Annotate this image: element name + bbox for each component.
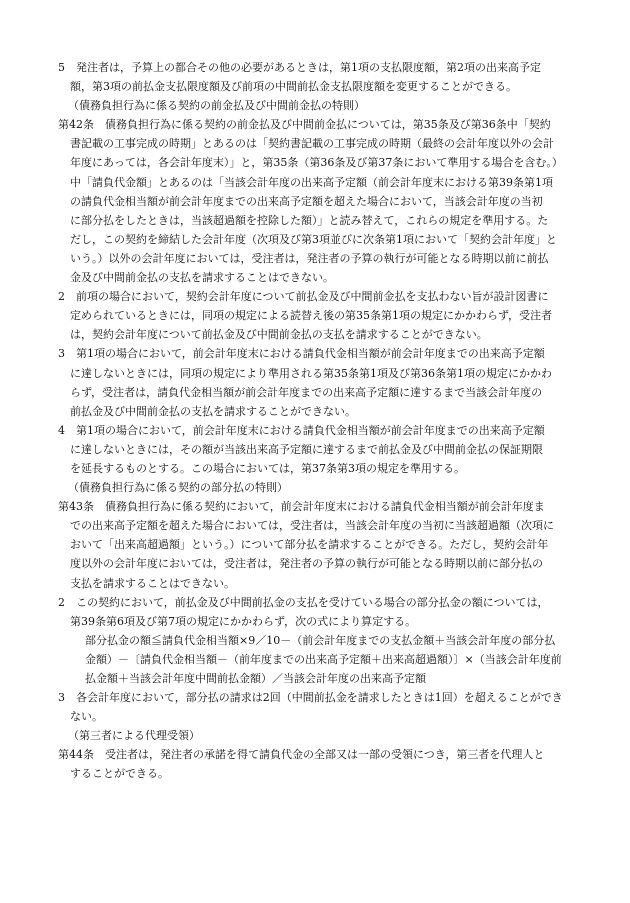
text-line: 3 各会計年度において，部分払の請求は2回（中間前払金を請求したときは1回）を超えることができ xyxy=(58,691,563,705)
article-43-caption xyxy=(0,478,630,497)
formula-line: 部分払金の額≦請負代金相当額×9／10－（前会計年度までの支払金額＋当該会計年度の部分払 xyxy=(85,633,556,647)
text-line: おいて「出来高超過額」という。）について部分払を請求することができる。ただし，契約会計年 xyxy=(70,538,549,552)
text-line: に達しないときには，その額が当該出来高予定額に達するまで前払金及び中間前金払の保証期限 xyxy=(70,442,543,456)
text-line: 中「請負代金額」とあるのは「当該会計年度の出来高予定額（前会計年度末における第39条第1項 xyxy=(70,175,553,189)
article-44-caption xyxy=(0,726,630,745)
text-line: 第44条 受注者は，発注者の承諾を得て請負代金の全部又は一部の受領につき，第三者を代理人と xyxy=(58,748,545,762)
formula xyxy=(0,631,630,688)
text-line: いう。）以外の会計年度においては，受注者は，発注者の予算の執行が可能となる時期以前に前払 xyxy=(70,251,549,265)
article-42-caption xyxy=(0,96,630,115)
text-line: を延長するものとする。この場合においては，第37条第3項の規定を準用する。 xyxy=(70,461,465,475)
text-line: に部分払をしたときは，当該超過額を控除した額）」と読み替えて，これらの規定を準用する。た xyxy=(70,213,549,227)
article-43-paragraph-1 xyxy=(0,497,630,592)
text-line: 第39条第6項及び第7項の規定にかかわらず，次の式により算定する。 xyxy=(70,614,417,628)
article-41-paragraph-5 xyxy=(0,58,630,96)
article-42-paragraph-3 xyxy=(0,344,630,420)
formula-line: 金額）－〔請負代金相当額－（前年度までの出来高予定額＋出来高超過額）〕×（当該会計年度前 xyxy=(85,652,562,666)
article-44-paragraph-1 xyxy=(0,745,630,783)
text-line: 5 発注者は，予算上の都合その他の必要があるときは，第1項の支払限度額，第2項の出来高予定 xyxy=(58,61,541,74)
text-line: 書記載の工事完成の時期」とあるのは「契約書記載の工事完成の時期（最終の会計年度以外の会計 xyxy=(70,137,554,151)
text-line: の請負代金相当額が前会計年度までの出来高予定額を超えた場合において，当該会計年度の当初 xyxy=(70,194,543,208)
text-line: 度以外の会計年度においては，受注者は，発注者の予算の執行が可能となる時期以前に部分払の xyxy=(70,557,543,571)
text-line: することができる。 xyxy=(70,767,169,781)
text-line: に達しないときには，同項の規定により準用される第35条第1項及び第36条第1項の規定にかかわ xyxy=(70,366,552,380)
article-43-paragraph-2 xyxy=(0,593,630,631)
caption-line: （債務負担行為に係る契約の部分払の特則） xyxy=(68,481,288,495)
text-line: 第43条 債務負担行為に係る契約において，前会計年度末における請負代金相当額が前会計年度ま xyxy=(58,500,545,514)
text-line: 支払を請求することはできない。 xyxy=(70,576,235,590)
text-line: だし，この契約を締結した会計年度（次項及び第3項並びに次条第1項において「契約会計年度」と xyxy=(70,232,557,246)
text-line: ない。 xyxy=(70,710,103,724)
caption-line: （第三者による代理受領） xyxy=(68,729,200,743)
formula-line: 払金額＋当該会計年度中間前払金額）／当該会計年度の出来高予定額 xyxy=(85,672,426,685)
text-line: 年度にあっては，各会計年度末）」と，第35条（第36条及び第37条において準用する場合を含む。） xyxy=(70,156,563,170)
text-line: 第42条 債務負担行為に係る契約の前金払及び中間前金払については，第35条及び第36条中「契約 xyxy=(58,118,551,132)
text-line: 3 第1項の場合において，前会計年度末における請負代金相当額が前会計年度までの出来高予定額 xyxy=(58,347,545,361)
caption-line: （債務負担行為に係る契約の前金払及び中間前金払の特則） xyxy=(68,99,365,113)
text-line: 前払金及び中間前金払の支払を請求することができない。 xyxy=(70,404,356,418)
text-line: 2 前項の場合において，契約会計年度について前払金及び中間前金払を支払わない旨が設計図書に xyxy=(58,290,549,304)
text-line: 金及び中間前金払の支払を請求することはできない。 xyxy=(70,271,334,285)
text-line: らず，受注者は，請負代金相当額が前会計年度までの出来高予定額に達するまで当該会計年度の xyxy=(70,385,543,399)
article-42-paragraph-1 xyxy=(0,115,630,287)
text-line: 4 第1項の場合において，前会計年度末における請負代金相当額が前会計年度までの出来高予定額 xyxy=(58,423,545,437)
text-line: 2 この契約において，前払金及び中間前払金の支払を受けている場合の部分払金の額については， xyxy=(58,595,549,609)
text-line: は，契約会計年度について前払金及び中間前金払の支払を請求することができない。 xyxy=(70,328,488,342)
article-42-paragraph-4 xyxy=(0,421,630,478)
article-42-paragraph-2 xyxy=(0,287,630,344)
article-43-paragraph-3 xyxy=(0,688,630,726)
text-line: での出来高予定額を超えた場合においては，受注者は，当該会計年度の当初に当該超過額（次項に xyxy=(70,519,554,533)
text-line: 定められているときには，同項の規定による読替え後の第35条第1項の規定にかかわらず，受注者 xyxy=(70,309,553,323)
text-line: 額，第3項の前払金支払限度額及び前項の中間前払金支払限度額を変更することができる。 xyxy=(70,80,517,94)
